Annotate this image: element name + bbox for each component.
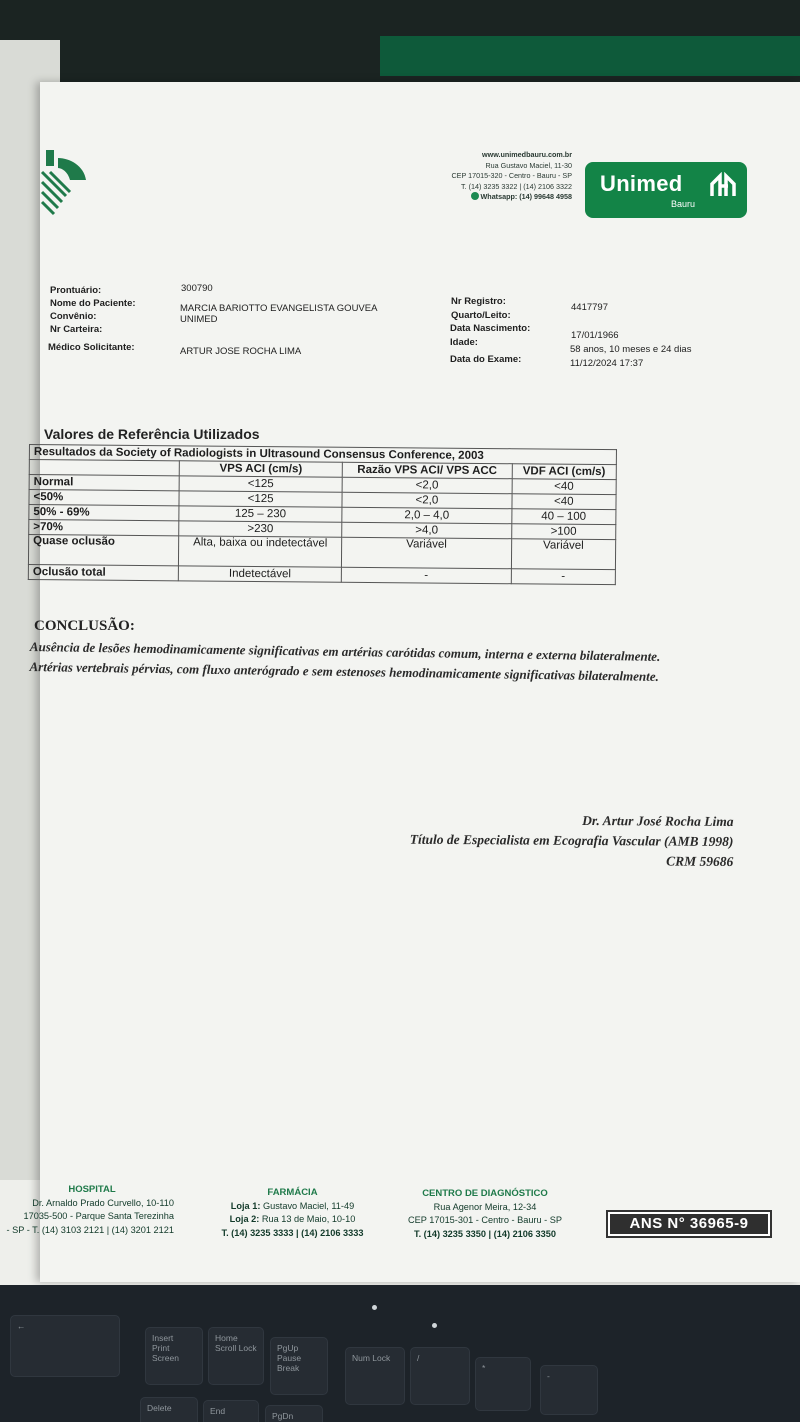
nascimento-label: Data Nascimento: — [450, 323, 531, 334]
website-text: www.unimedbauru.com.br — [482, 150, 572, 159]
carteira-label: Nr Carteira: — [50, 324, 103, 335]
convenio-label: Convênio: — [50, 311, 97, 322]
unimed-logo — [585, 162, 747, 218]
table-cell: Indetectável — [178, 566, 341, 582]
key-label: Print Screen — [152, 1343, 179, 1363]
quarto-label: Quarto/Leito: — [451, 310, 511, 321]
key-label: Pause Break — [277, 1353, 302, 1373]
table-cell: <50% — [29, 490, 179, 506]
key-label: Insert — [152, 1333, 174, 1343]
table-cell: Variável — [511, 539, 616, 570]
address-line-2: CEP 17015-320 - Centro - Bauru - SP — [451, 171, 572, 181]
footer-farmacia — [200, 1186, 385, 1240]
registro-value: 4417797 — [571, 302, 608, 313]
ans-badge — [606, 1210, 772, 1238]
keyboard-key — [203, 1400, 259, 1422]
table-cell: <2,0 — [342, 492, 512, 508]
table-cell: Normal — [29, 475, 179, 491]
nascimento-value: 17/01/1966 — [571, 330, 619, 341]
whatsapp-text: Whatsapp: (14) 99648 4958 — [480, 192, 572, 202]
registro-label: Nr Registro: — [451, 296, 506, 307]
farmacia-title: FARMÁCIA — [267, 1187, 318, 1198]
key-label: / — [417, 1353, 420, 1363]
table-cell: Quase oclusão — [28, 535, 178, 566]
footer-centro — [390, 1187, 580, 1241]
keyboard-key — [140, 1397, 198, 1422]
keyboard-key — [410, 1347, 470, 1405]
conclusion-paragraph-1: Ausência de lesões hemodinamicamente significativas em artérias carótidas comum, interna e externa bilateralmente. — [29, 638, 661, 664]
table-cell: 40 – 100 — [511, 509, 616, 525]
keyboard-background — [0, 1285, 800, 1422]
key-label: PgUp — [277, 1343, 299, 1353]
table-cell: 2,0 – 4,0 — [342, 507, 512, 523]
table-header: Razão VPS ACI/ VPS ACC — [342, 462, 512, 478]
keyboard-key — [10, 1315, 120, 1377]
exame-label: Data do Exame: — [450, 354, 522, 365]
table-cell: >100 — [511, 524, 616, 540]
doctor-crm: CRM 59686 — [666, 853, 734, 869]
unimed-brand-name: Unimed — [600, 171, 683, 196]
hospital-line-1: Dr. Arnaldo Prado Curvello, 10-110 — [32, 1197, 174, 1208]
conclusion-paragraph-2: Artérias vertebrais pérvias, com fluxo anterógrado e sem estenoses hemodinamicamente significativas bilateralmente. — [29, 658, 659, 684]
medico-value: ARTUR JOSE ROCHA LIMA — [180, 346, 302, 357]
table-header — [29, 460, 179, 476]
key-label: ← — [17, 1321, 26, 1331]
nome-label: Nome do Paciente: — [50, 298, 136, 309]
phone-line: T. (14) 3235 3322 | (14) 2106 3322 — [461, 181, 572, 191]
idade-label: Idade: — [450, 337, 478, 348]
nome-value: MARCIA BARIOTTO EVANGELISTA GOUVEA — [180, 303, 378, 314]
signature-block — [410, 810, 734, 872]
table-cell: - — [511, 569, 616, 585]
exame-value: 11/12/2024 17:37 — [570, 358, 644, 369]
hospital-line-2: 17035-500 - Parque Santa Terezinha — [23, 1211, 174, 1221]
table-cell: Oclusão total — [28, 564, 178, 580]
key-label: End — [210, 1406, 226, 1416]
keyboard-key — [145, 1327, 203, 1385]
centro-line-1: Rua Agenor Meira, 12-34 — [433, 1201, 537, 1212]
background-green-surface — [380, 36, 800, 76]
reference-caption: Resultados da Society of Radiologists in Ultrasound Consensus Conference, 2003 — [29, 445, 616, 465]
table-header: VPS ACI (cm/s) — [179, 461, 342, 477]
ans-number: ANS N° 36965-9 — [610, 1214, 768, 1234]
table-cell: <125 — [179, 491, 342, 507]
loja2-label: Loja 2: — [229, 1214, 260, 1224]
loja1-label: Loja 1: — [230, 1200, 261, 1211]
reference-title: Valores de Referência Utilizados — [44, 426, 260, 442]
hospital-logo-icon — [40, 148, 88, 218]
doctor-name: Dr. Artur José Rocha Lima — [582, 812, 734, 829]
table-cell: Alta, baixa ou indetectável — [178, 536, 341, 567]
key-label: Scroll Lock — [215, 1343, 257, 1353]
key-label: * — [482, 1363, 486, 1373]
keyboard-led — [372, 1305, 377, 1310]
table-cell: <125 — [179, 476, 342, 492]
table-cell: >70% — [29, 520, 179, 536]
convenio-value: UNIMED — [180, 314, 218, 325]
keyboard-key — [270, 1337, 328, 1395]
key-label: - — [547, 1371, 550, 1381]
unimed-city: Bauru — [671, 199, 696, 209]
whatsapp-icon — [471, 192, 479, 200]
key-label: Delete — [147, 1403, 172, 1413]
table-cell: 125 – 230 — [179, 506, 342, 522]
table-cell: - — [341, 567, 511, 583]
table-cell: >4,0 — [342, 522, 512, 538]
key-label: Home — [215, 1333, 238, 1343]
keyboard-key — [345, 1347, 405, 1405]
prontuario-value: 300790 — [181, 283, 213, 294]
table-cell: Variável — [342, 537, 512, 568]
medico-label: Médico Solicitante: — [48, 342, 135, 353]
keyboard-key — [540, 1365, 598, 1415]
loja1-address: Gustavo Maciel, 11-49 — [262, 1200, 355, 1211]
table-cell: <40 — [512, 479, 617, 495]
address-line-1: Rua Gustavo Maciel, 11-30 — [485, 160, 572, 170]
table-header: VDF ACI (cm/s) — [512, 464, 617, 480]
keyboard-key — [208, 1327, 264, 1385]
keyboard-led — [432, 1323, 437, 1328]
unimed-symbol-icon — [708, 172, 738, 198]
loja2-address: Rua 13 de Maio, 10-10 — [261, 1214, 356, 1224]
doctor-title: Título de Especialista em Ecografia Vascular (AMB 1998) — [410, 831, 734, 849]
keyboard-key — [265, 1405, 323, 1422]
centro-line-2: CEP 17015-301 - Centro - Bauru - SP — [407, 1215, 563, 1225]
idade-value: 58 anos, 10 meses e 24 dias — [570, 344, 692, 355]
table-cell: <40 — [512, 494, 617, 510]
farmacia-phone: T. (14) 3235 3333 | (14) 2106 3333 — [221, 1227, 364, 1238]
footer-hospital — [0, 1183, 182, 1237]
hospital-title: HOSPITAL — [68, 1184, 116, 1195]
centro-line-3: T. (14) 3235 3350 | (14) 2106 3350 — [413, 1228, 556, 1239]
reference-table — [28, 444, 617, 585]
prontuario-label: Prontuário: — [50, 285, 102, 296]
hospital-line-3: - SP - T. (14) 3103 2121 | (14) 3201 2121 — [6, 1224, 174, 1235]
key-label: PgDn — [272, 1411, 294, 1421]
table-cell: >230 — [179, 521, 342, 537]
key-label: Num Lock — [352, 1353, 391, 1363]
centro-title: CENTRO DE DIAGNÓSTICO — [422, 1188, 548, 1199]
keyboard-key — [475, 1357, 531, 1411]
table-cell: 50% - 69% — [29, 505, 179, 521]
conclusion-title: CONCLUSÃO: — [34, 618, 135, 634]
contact-block — [400, 150, 572, 203]
table-cell: <2,0 — [342, 477, 512, 493]
